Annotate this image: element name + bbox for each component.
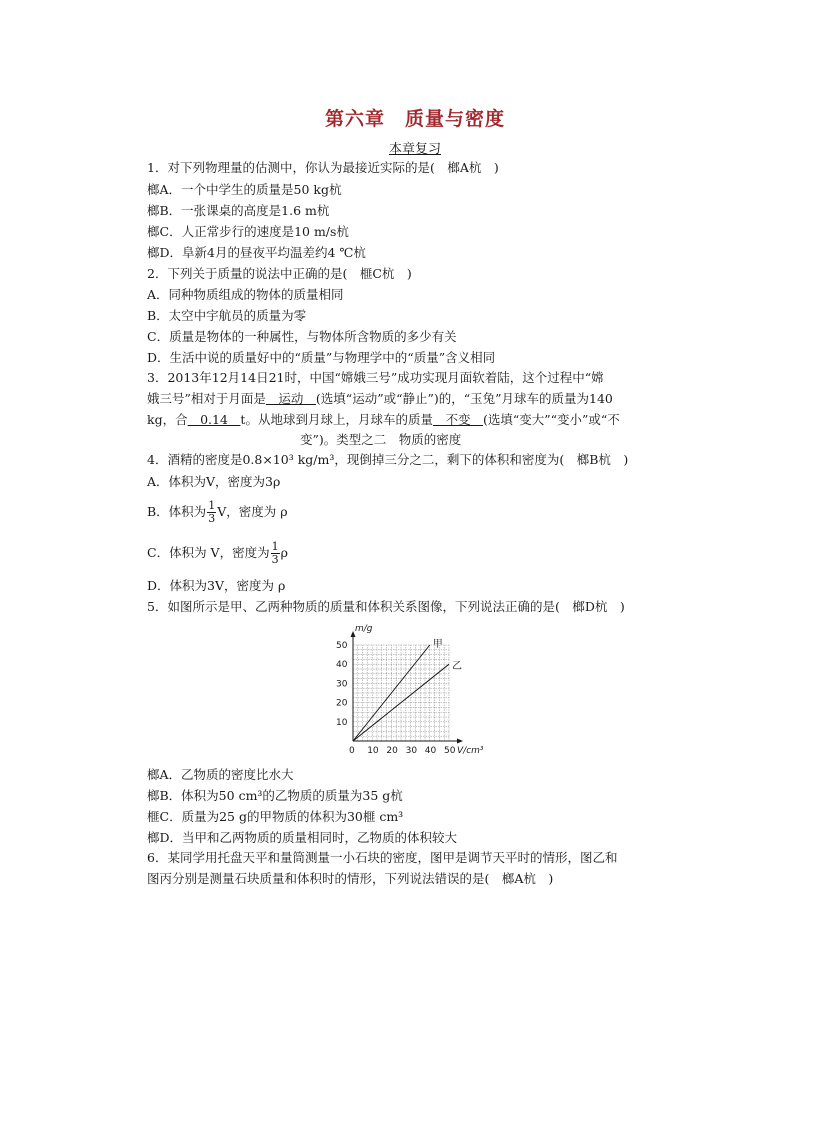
question-5-option-c: 榧C．质量为25 g的甲物质的体积为30榧 cm³ [147, 809, 404, 824]
chapter-title: 第六章 质量与密度 [324, 108, 505, 130]
question-5-option-a: 榔A．乙物质的密度比水大 [147, 767, 294, 782]
question-5-answer: 榔D杭 [572, 599, 608, 614]
y-tick-label: 10 [336, 717, 348, 728]
question-4-stem: 4．酒精的密度是0.8×10³ kg/m³，现倒掉三分之二，剩下的体积和密度为( 榔B杭 ) [147, 452, 629, 467]
question-4-answer: 榔B杭 [576, 452, 611, 467]
question-4-option-b: B．体积为 $\frac{1}{3}$ V，密度为 ρ [147, 499, 288, 525]
x-tick-label: 20 [386, 746, 398, 756]
section-subtitle: 本章复习 [388, 142, 441, 157]
y-tick-label: 30 [336, 679, 348, 690]
x-tick-label: 50 [444, 746, 456, 756]
y-axis-label: m/g [355, 624, 373, 634]
fraction-one-third: $\frac{1}{3}$ [271, 540, 279, 566]
x-tick-label: 40 [424, 746, 437, 756]
question-1-stem: 1．对下列物理量的估测中，你认为最接近实际的是( 榔A杭 ) [147, 160, 499, 175]
question-3-line-3: kg，合 0.14 t。从地球到月球上，月球车的质量 不变 (选填“变大”“变小”或“不 [147, 412, 620, 427]
question-3-line-1: 3．2013年12月14日21时，中国“嫦娥三号”成功实现月面软着陆，这个过程中“嫦 [147, 370, 604, 385]
question-2-option-d: D．生活中说的质量好中的“质量”与物理学中的“质量”含义相同 [147, 350, 496, 365]
question-4-option-a: A．体积为V，密度为3ρ [147, 474, 281, 489]
question-6-answer: 榔A杭 [501, 871, 536, 886]
question-6-line-1: 6．某同学用托盘天平和量筒测量一小石块的密度，图甲是调节天平时的情形，图乙和 [147, 850, 618, 865]
question-2-answer: 榧C杭 [359, 266, 395, 281]
mass-volume-chart [334, 622, 484, 756]
question-3-blank-3: 不变 [432, 412, 483, 427]
question-1-option-b: 榔B．一张课桌的高度是1.6 m杭 [147, 203, 330, 218]
series-label: 乙 [452, 661, 462, 673]
question-3-blank-2: 0.14 [187, 412, 241, 427]
question-4-option-d: D．体积为3V，密度为 ρ [147, 578, 286, 593]
chart-grid [353, 645, 449, 741]
fraction-one-third: $\frac{1}{3}$ [208, 499, 216, 525]
question-3-line-2: 娥三号”相对于月面是 运动 (选填“运动”或“静止”)的，“玉兔”月球车的质量为140 [147, 391, 613, 406]
x-axis-label: V/cm³ [457, 746, 484, 756]
question-1-option-d: 榔D．阜新4月的昼夜平均温差约4 ℃杭 [147, 245, 366, 260]
question-2-stem: 2．下列关于质量的说法中正确的是( 榧C杭 ) [147, 266, 412, 281]
series-label: 甲 [432, 639, 443, 650]
question-1-answer: 榔A杭 [447, 160, 482, 175]
y-tick-label: 20 [336, 698, 348, 709]
question-2-option-a: A．同种物质组成的物体的质量相同 [147, 287, 344, 302]
question-3-line-4: 变”)。类型之二 物质的密度 [300, 432, 462, 447]
x-axis-arrow-icon [457, 739, 463, 744]
x-tick-label: 0 [349, 746, 355, 756]
x-tick-label: 30 [405, 746, 418, 756]
question-2-option-c: C．质量是物体的一种属性，与物体所含物质的多少有关 [147, 329, 457, 344]
question-1-option-c: 榔C．人正常步行的速度是10 m/s杭 [147, 224, 349, 239]
question-4-option-c: C．体积为 V，密度为 $\frac{1}{3}$ ρ [147, 540, 288, 566]
question-5-stem: 5．如图所示是甲、乙两种物质的质量和体积关系图像，下列说法正确的是( 榔D杭 ) [147, 599, 625, 614]
question-2-option-b: B．太空中宇航员的质量为零 [147, 308, 307, 323]
y-tick-label: 40 [336, 660, 348, 671]
x-tick-label: 10 [367, 746, 379, 756]
question-1-option-a: 榔A．一个中学生的质量是50 kg杭 [147, 182, 342, 197]
question-6-line-2: 图丙分别是测量石块质量和体积时的情形，下列说法错误的是( 榔A杭 ) [147, 871, 554, 886]
question-5-option-b: 榔B．体积为50 cm³的乙物质的质量为35 g杭 [147, 788, 403, 803]
question-3-blank-1: 运动 [265, 391, 316, 406]
y-tick-label: 50 [336, 641, 348, 651]
question-5-option-d: 榔D．当甲和乙两物质的质量相同时，乙物质的体积较大 [147, 830, 458, 845]
